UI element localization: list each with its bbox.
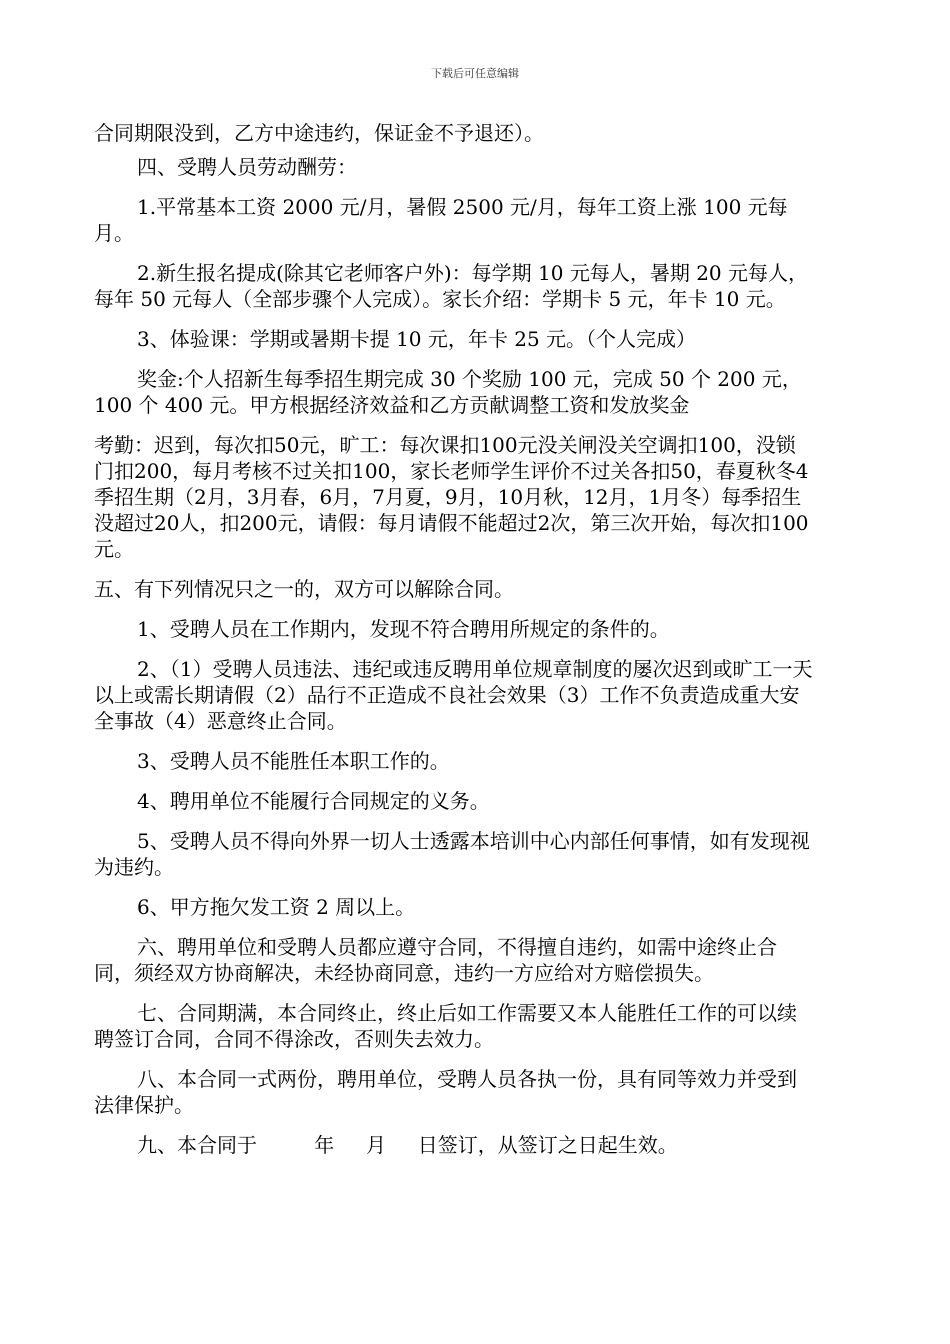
paragraph-termination-5: 5、受聘人员不得向外界一切人士透露本培训中心内部任何事情，如有发现视为违约。 bbox=[94, 829, 810, 879]
paragraph-enrollment-commission: 2.新生报名提成(除其它老师客户外)：每学期 10 元每人，暑期 20 元每人，每年 50 元每人（全部步骤个人完成）。家长介绍：学期卡 5 元，年卡 10 元。 bbox=[94, 261, 809, 311]
paragraph-termination-2: 2、（1）受聘人员违法、违纪或违反聘用单位规章制度的屡次迟到或旷工一天以上或需长期请假（2）品行不正造成不良社会效果（3）工作不负责造成重大安全事故（4）恶意终止合同。 bbox=[94, 657, 813, 733]
paragraph-deposit-clause: 合同期限没到，乙方中途违约，保证金不予退还）。 bbox=[94, 121, 544, 145]
section-5-heading: 五、有下列情况只之一的，双方可以解除合同。 bbox=[94, 577, 514, 601]
paragraph-termination-3: 3、受聘人员不能胜任本职工作的。 bbox=[137, 749, 450, 773]
section-6-paragraph: 六、聘用单位和受聘人员都应遵守合同，不得擅自违约，如需中途终止合同，须经双方协商解决，未经协商同意，违约一方应给对方赔偿损失。 bbox=[94, 935, 777, 985]
contract-body bbox=[94, 120, 814, 1172]
section-8-paragraph: 八、本合同一式两份，聘用单位，受聘人员各执一份，具有同等效力并受到法律保护。 bbox=[94, 1067, 797, 1117]
paragraph-termination-4: 4、聘用单位不能履行合同规定的义务。 bbox=[137, 789, 490, 813]
paragraph-trial-class: 3、体验课：学期或暑期卡提 10 元，年卡 25 元。（个人完成） bbox=[137, 327, 697, 351]
paragraph-base-salary: 1.平常基本工资 2000 元/月，暑假 2500 元/月，每年工资上涨 100 元每月。 bbox=[94, 195, 788, 245]
paragraph-termination-1: 1、受聘人员在工作期内，发现不符合聘用所规定的条件的。 bbox=[137, 617, 670, 641]
paragraph-attendance: 考勤：迟到，每次扣50元，旷工：每次课扣100元没关闸没关空调扣100，没锁门扣200，每月考核不过关扣100，家长老师学生评价不过关各扣50，春夏秋冬4季招生期（2月，3月春，6月，7月夏，9月，10月秋，12月，1月冬）每季招生没超过20人，扣200元，请假：每月请假不能超过2次，第三次开始，每次扣100元。 bbox=[94, 433, 809, 561]
header-note: 下载后可任意编辑 bbox=[431, 67, 519, 80]
section-9-signing-date: 九、本合同于 年 月 日签订，从签订之日起生效。 bbox=[137, 1133, 678, 1157]
paragraph-termination-6: 6、甲方拖欠发工资 2 周以上。 bbox=[137, 895, 416, 919]
section-4-heading: 四、受聘人员劳动酬劳： bbox=[137, 155, 357, 179]
paragraph-bonus: 奖金:个人招新生每季招生期完成 30 个奖励 100 元，完成 50 个 200 元，100 个 400 元。甲方根据经济效益和乙方贡献调整工资和发放奖金 bbox=[94, 367, 802, 417]
section-7-paragraph: 七、合同期满，本合同终止，终止后如工作需要又本人能胜任工作的可以续聘签订合同，合同不得涂改，否则失去效力。 bbox=[94, 1001, 797, 1051]
